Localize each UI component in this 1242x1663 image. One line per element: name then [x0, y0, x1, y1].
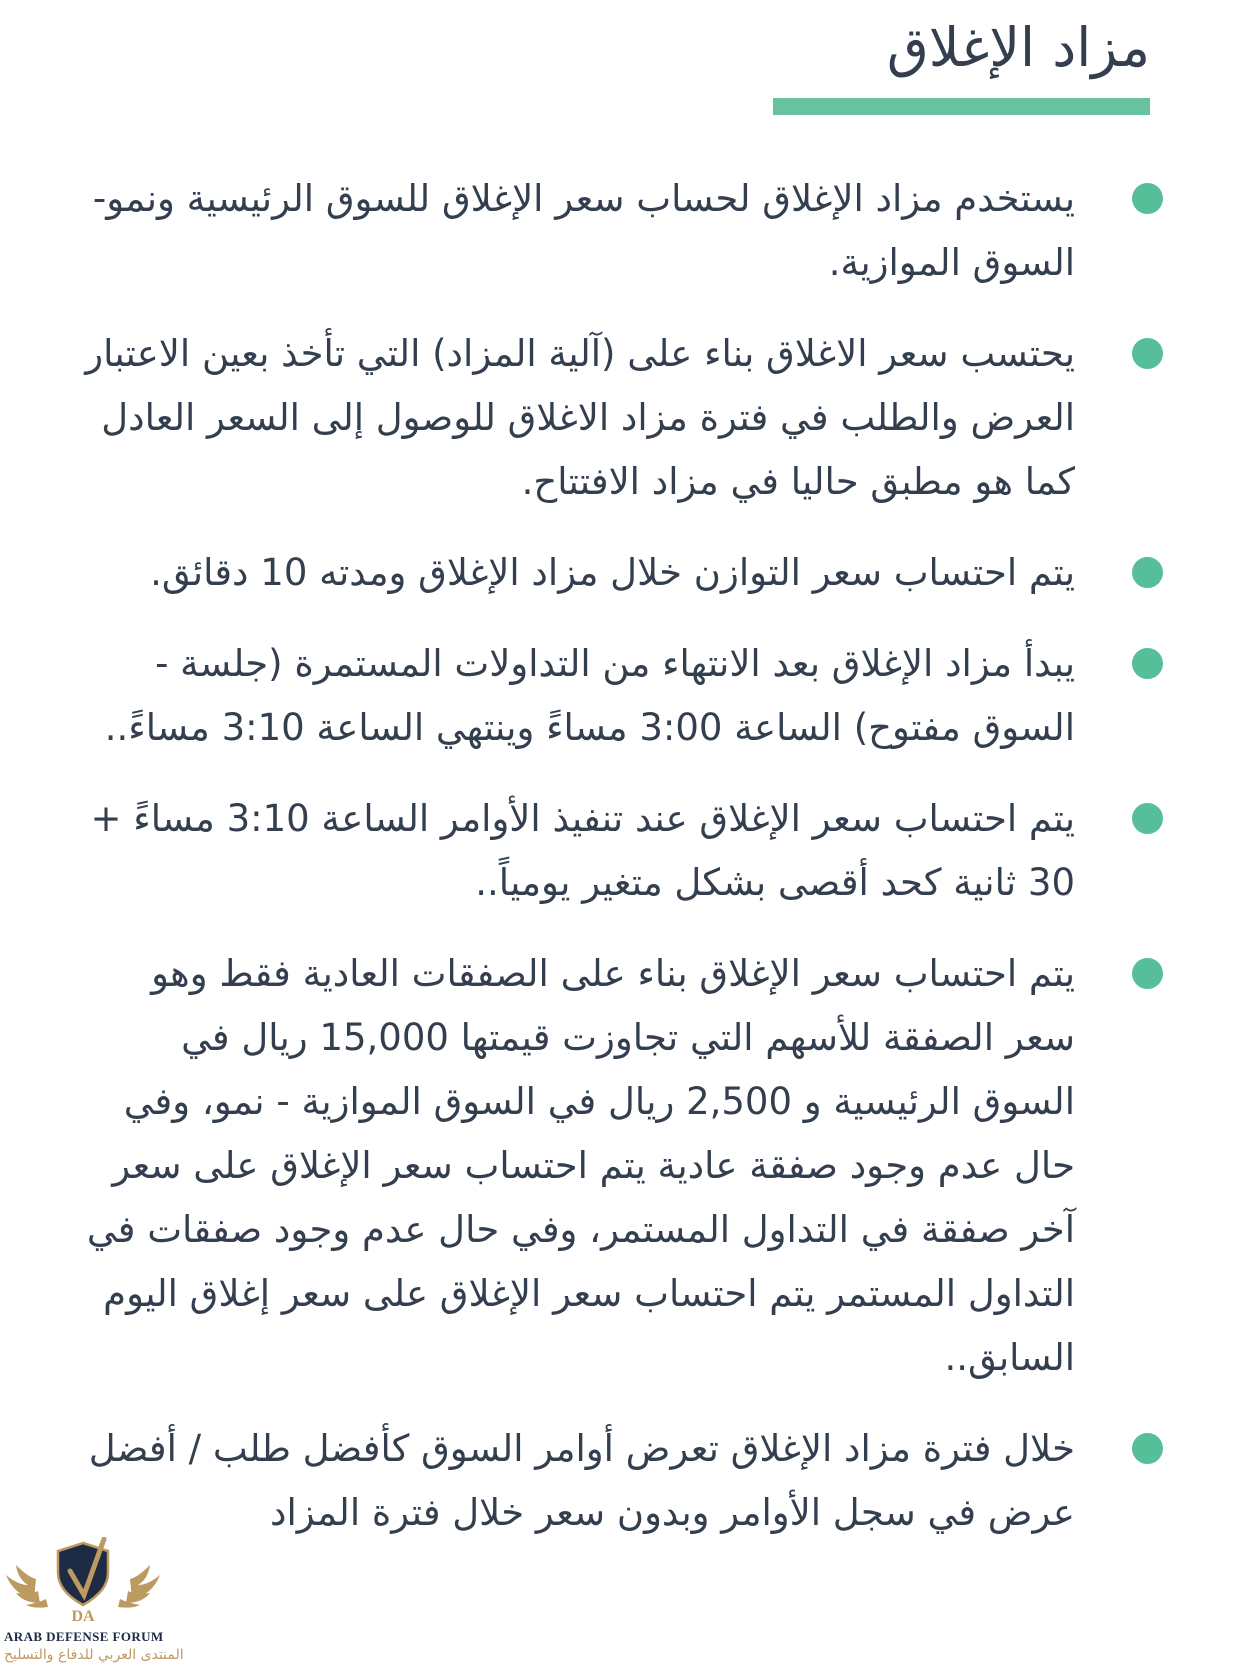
bullet-item	[85, 1417, 1075, 1545]
bullet-item	[85, 322, 1075, 514]
bullet-dot-icon	[1132, 803, 1163, 834]
bullet-list	[85, 167, 1075, 1545]
bullet-text: يحتسب سعر الاغلاق بناء على (آلية المزاد) التي تأخذ بعين الاعتبار العرض والطلب في فترة مزاد الاغلاق للوصول إلى السعر العادل كما هو مطبق حاليا في مزاد الافتتاح.	[85, 331, 1075, 503]
logo-monogram: DA	[71, 1608, 95, 1625]
bullet-text: يستخدم مزاد الإغلاق لحساب سعر الإغلاق للسوق الرئيسية ونمو- السوق الموازية.	[92, 176, 1075, 284]
bullet-dot-icon	[1132, 648, 1163, 679]
bullet-item	[85, 787, 1075, 915]
shield-wings-icon	[4, 1537, 162, 1625]
bullet-dot-icon	[1132, 958, 1163, 989]
logo-name-en: ARAB DEFENSE FORUM	[4, 1629, 164, 1644]
bullet-dot-icon	[1132, 557, 1163, 588]
bullet-item	[85, 167, 1075, 295]
bullet-dot-icon	[1132, 183, 1163, 214]
watermark-logo	[4, 1537, 184, 1663]
bullet-dot-icon	[1132, 338, 1163, 369]
bullet-text: يتم احتساب سعر الإغلاق عند تنفيذ الأوامر الساعة 3:10 مساءً + 30 ثانية كحد أقصى بشكل متغير يومياً..	[90, 796, 1075, 904]
bullet-item	[85, 632, 1075, 760]
bullet-text: يتم احتساب سعر التوازن خلال مزاد الإغلاق ومدته 10 دقائق.	[150, 550, 1075, 594]
logo-name-ar: المنتدى العربي للدفاع والتسليح	[4, 1647, 184, 1663]
bullet-item	[85, 942, 1075, 1390]
bullet-dot-icon	[1132, 1433, 1163, 1464]
page-header	[0, 0, 1242, 115]
title-underline	[773, 98, 1150, 115]
bullet-text: يبدأ مزاد الإغلاق بعد الانتهاء من التداولات المستمرة (جلسة - السوق مفتوح) الساعة 3:00 مساءً وينتهي الساعة 3:10 مساءً..	[104, 641, 1075, 749]
bullet-text: خلال فترة مزاد الإغلاق تعرض أوامر السوق كأفضل طلب / أفضل عرض في سجل الأوامر وبدون سعر خلال فترة المزاد	[88, 1426, 1075, 1534]
bullet-text: يتم احتساب سعر الإغلاق بناء على الصفقات العادية فقط وهو سعر الصفقة للأسهم التي تجاوزت قيمتها 15,000 ريال في السوق الرئيسية و 2,500 ريال في السوق الموازية - نمو، وفي حال عدم وجود صفقة عادية يتم احتساب سعر الإغلاق على سعر آخر صفقة في التداول المستمر، وفي حال عدم وجود صفقات في التداول المستمر يتم احتساب سعر الإغلاق على سعر إغلاق اليوم السابق..	[86, 951, 1075, 1379]
bullet-item	[85, 541, 1075, 605]
page-title: مزاد الإغلاق	[886, 16, 1150, 79]
